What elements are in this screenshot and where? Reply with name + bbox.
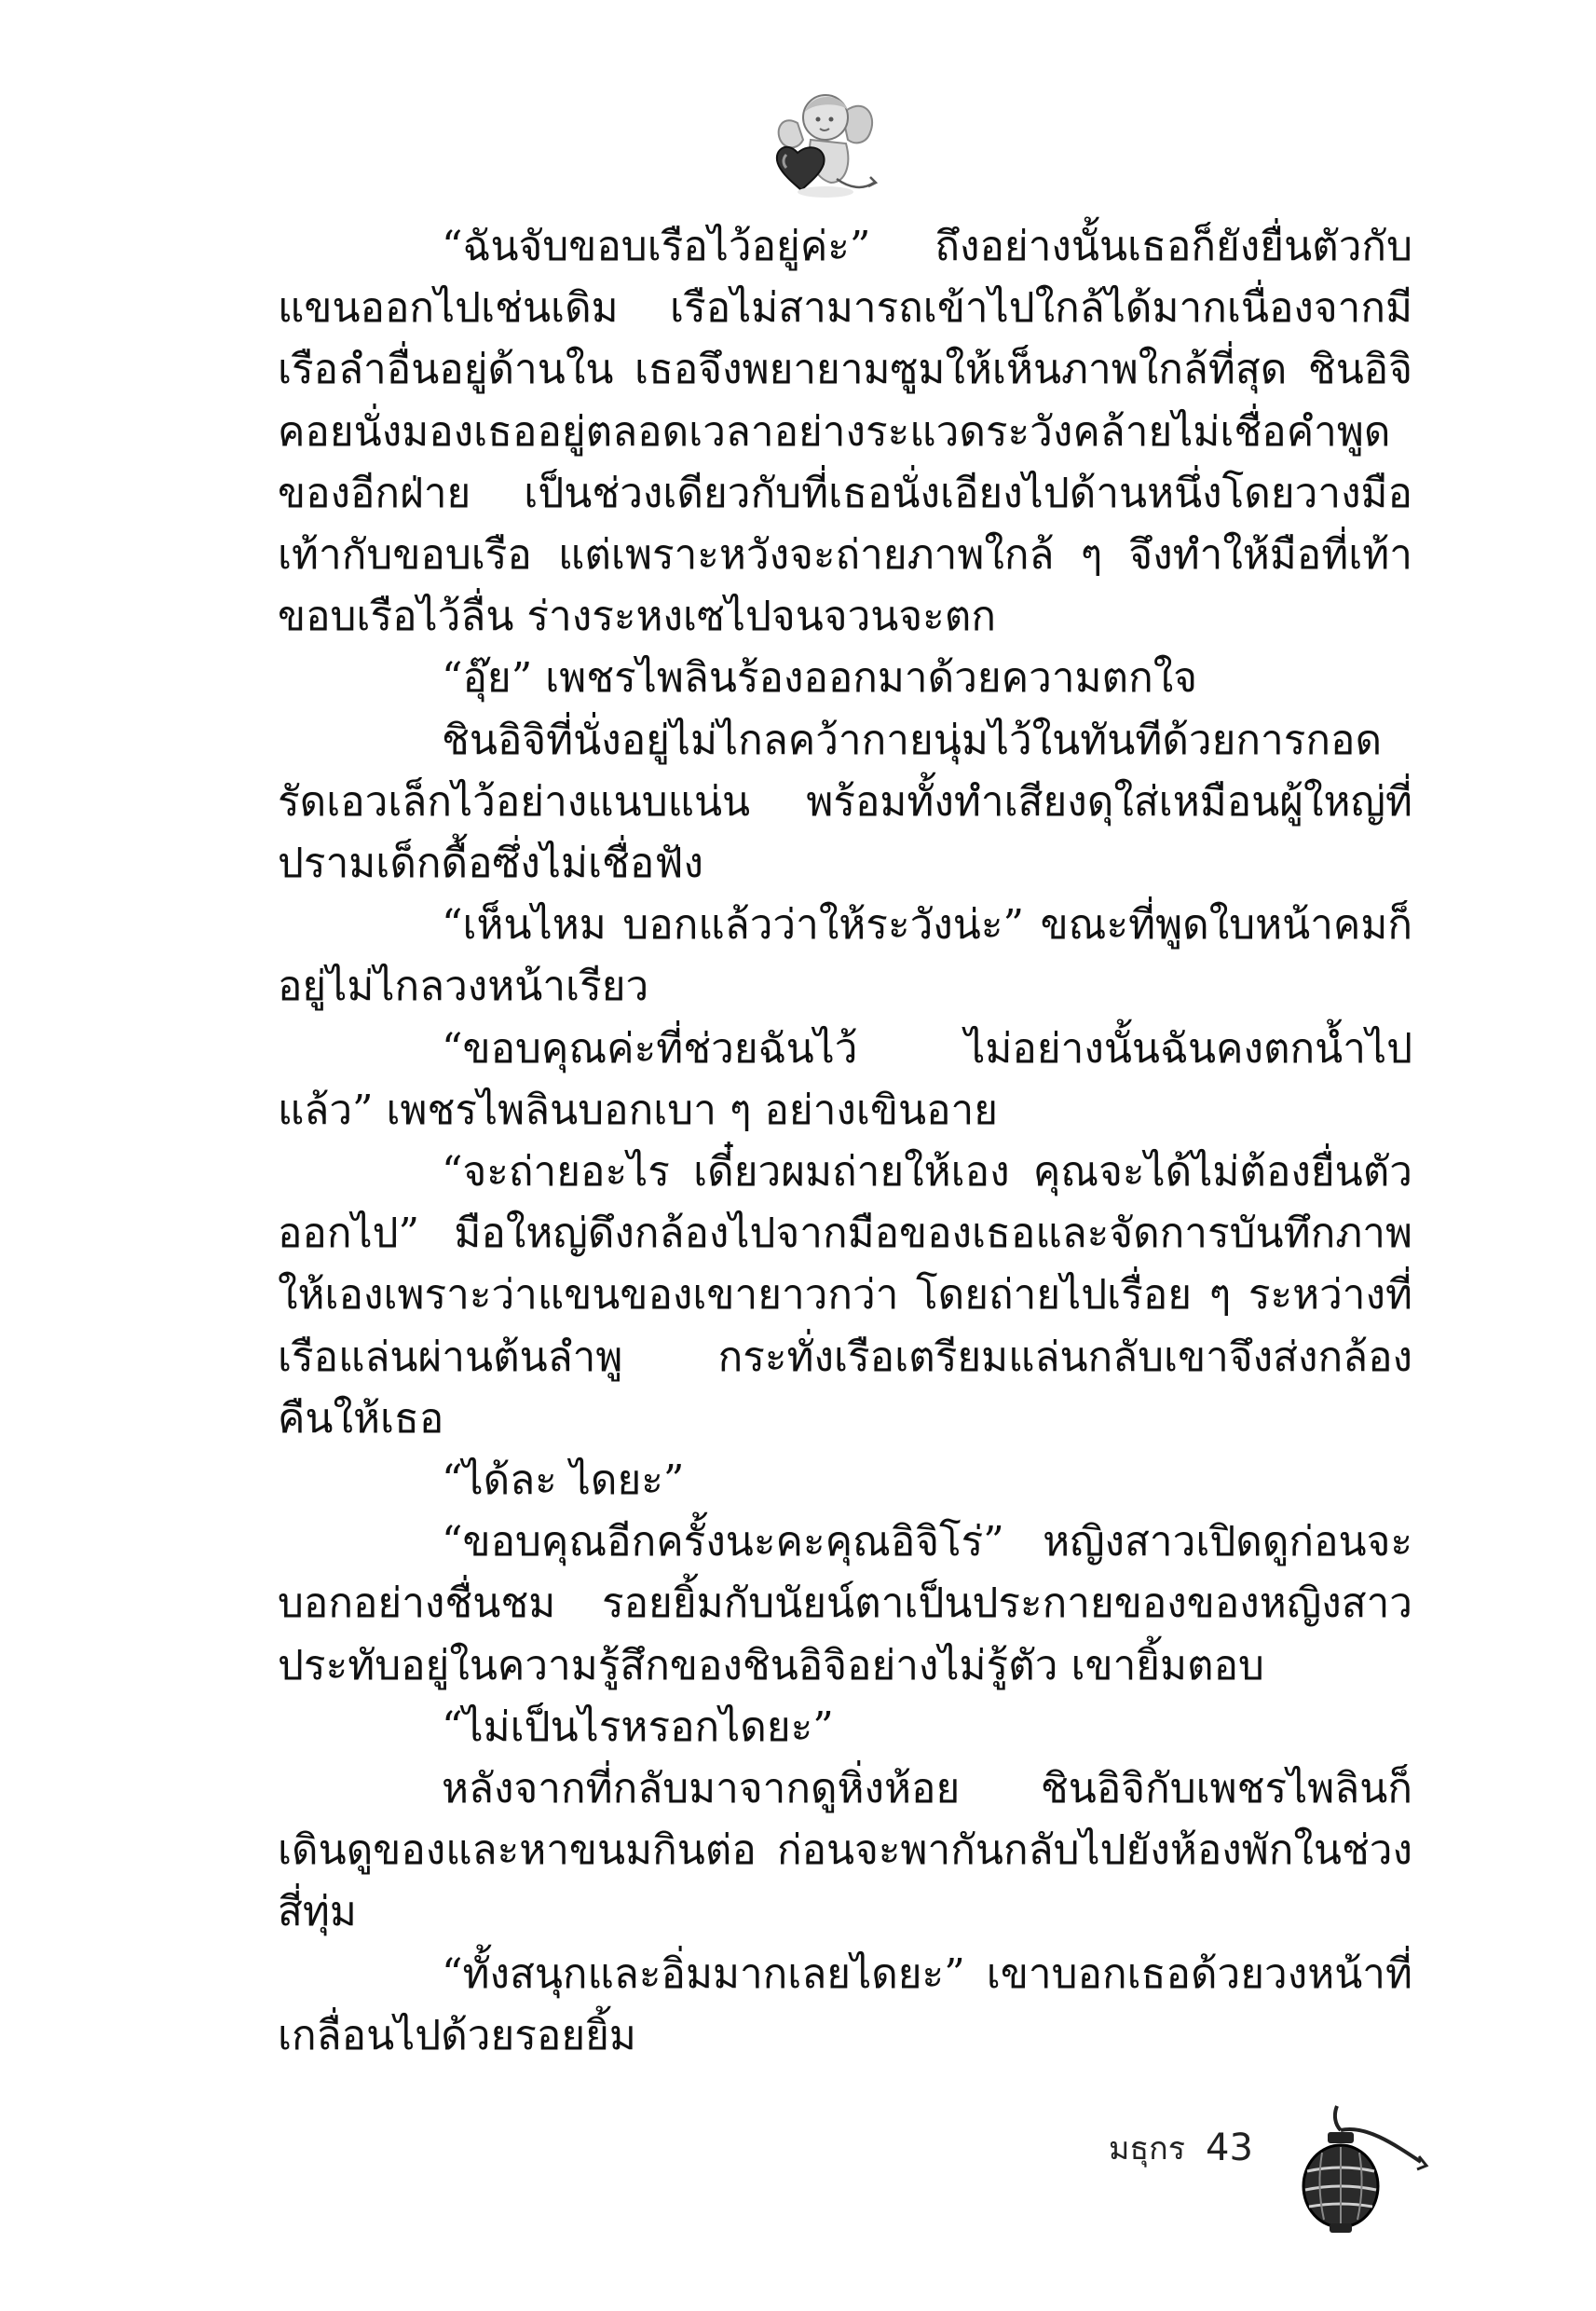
paragraph: “จะถ่ายอะไร เดี๋ยวผมถ่ายให้เอง คุณจะได้ไม่ต้องยื่นตัวออกไป” มือใหญ่ดึงกล้องไปจากมือของเธอและจัดการบันทึกภาพให้เองเพราะว่าแขนของเขายาวกว่า โดยถ่ายไปเรื่อย ๆ ระหว่างที่เรือแล่นผ่านต้นลำพู กระทั่งเรือเตรียมแล่นกลับเขาจึงส่งกล้องคืนให้เธอ (278, 1148, 1412, 1443)
hanging-lantern-icon (1300, 2097, 1439, 2236)
paragraph: “ฉันจับขอบเรือไว้อยู่ค่ะ” ถึงอย่างนั้นเธอก็ยังยื่นตัวกับแขนออกไปเช่นเดิม เรือไม่สามารถเข้าไปใกล้ได้มากเนื่องจากมีเรือลำอื่นอยู่ด้านใน เธอจึงพยายามซูมให้เห็นภาพใกล้ที่สุด ชินอิจิคอยนั่งมองเธออยู่ตลอดเวลาอย่างระแวดระวังคล้ายไม่เชื่อคำพูดของอีกฝ่าย เป็นช่วงเดียวกับที่เธอนั่งเอียงไปด้านหนึ่งโดยวางมือเท้ากับขอบเรือ แต่เพราะหวังจะถ่ายภาพใกล้ ๆ จึงทำให้มือที่เท้าขอบเรือไว้ลื่น ร่างระหงเซไปจนจวนจะตก (278, 223, 1412, 641)
page-number: 43 (1206, 2126, 1253, 2169)
page-footer (1109, 2120, 1253, 2176)
paragraph: “ทั้งสนุกและอิ่มมากเลยไดยะ” เขาบอกเธอด้วยวงหน้าที่เกลื่อนไปด้วยรอยยิ้ม (278, 1949, 1412, 2059)
paragraph: “ขอบคุณค่ะที่ช่วยฉันไว้ ไม่อย่างนั้นฉันคงตกน้ำไปแล้ว” เพชรไพลินบอกเบา ๆ อย่างเขินอาย (278, 1024, 1412, 1134)
paragraph: “ไม่เป็นไรหรอกไดยะ” (442, 1702, 834, 1751)
paragraph: “ขอบคุณอีกครั้งนะคะคุณอิจิโร่” หญิงสาวเปิดดูก่อนจะบอกอย่างชื่นชม รอยยิ้มกับนัยน์ตาเป็นประกายของของหญิงสาวประทับอยู่ในความรู้สึกของชินอิจิอย่างไม่รู้ตัว เขายิ้มตอบ (278, 1518, 1412, 1689)
paragraph: ชินอิจิที่นั่งอยู่ไม่ไกลคว้ากายนุ่มไว้ในทันทีด้วยการกอดรัดเอวเล็กไว้อย่างแนบแน่น พร้อมทั้งทำเสียงดุใส่เหมือนผู้ใหญ่ที่ปรามเด็กดื้อซึ่งไม่เชื่อฟัง (278, 716, 1412, 888)
book-title: มธุกร (1109, 2130, 1186, 2167)
cupid-with-heart-icon (770, 86, 880, 201)
body-text (278, 216, 1412, 2067)
paragraph: “อุ๊ย” เพชรไพลินร้องออกมาด้วยความตกใจ (442, 654, 1198, 703)
paragraph: “ได้ละ ไดยะ” (442, 1456, 685, 1505)
paragraph: หลังจากที่กลับมาจากดูหิ่งห้อย ชินอิจิกับเพชรไพลินก็เดินดูของและหาขนมกินต่อ ก่อนจะพากันกลับไปยังห้องพักในช่วงสี่ทุ่ม (278, 1765, 1412, 1936)
paragraph: “เห็นไหม บอกแล้วว่าให้ระวังน่ะ” ขณะที่พูดใบหน้าคมก็อยู่ไม่ไกลวงหน้าเรียว (278, 901, 1412, 1011)
